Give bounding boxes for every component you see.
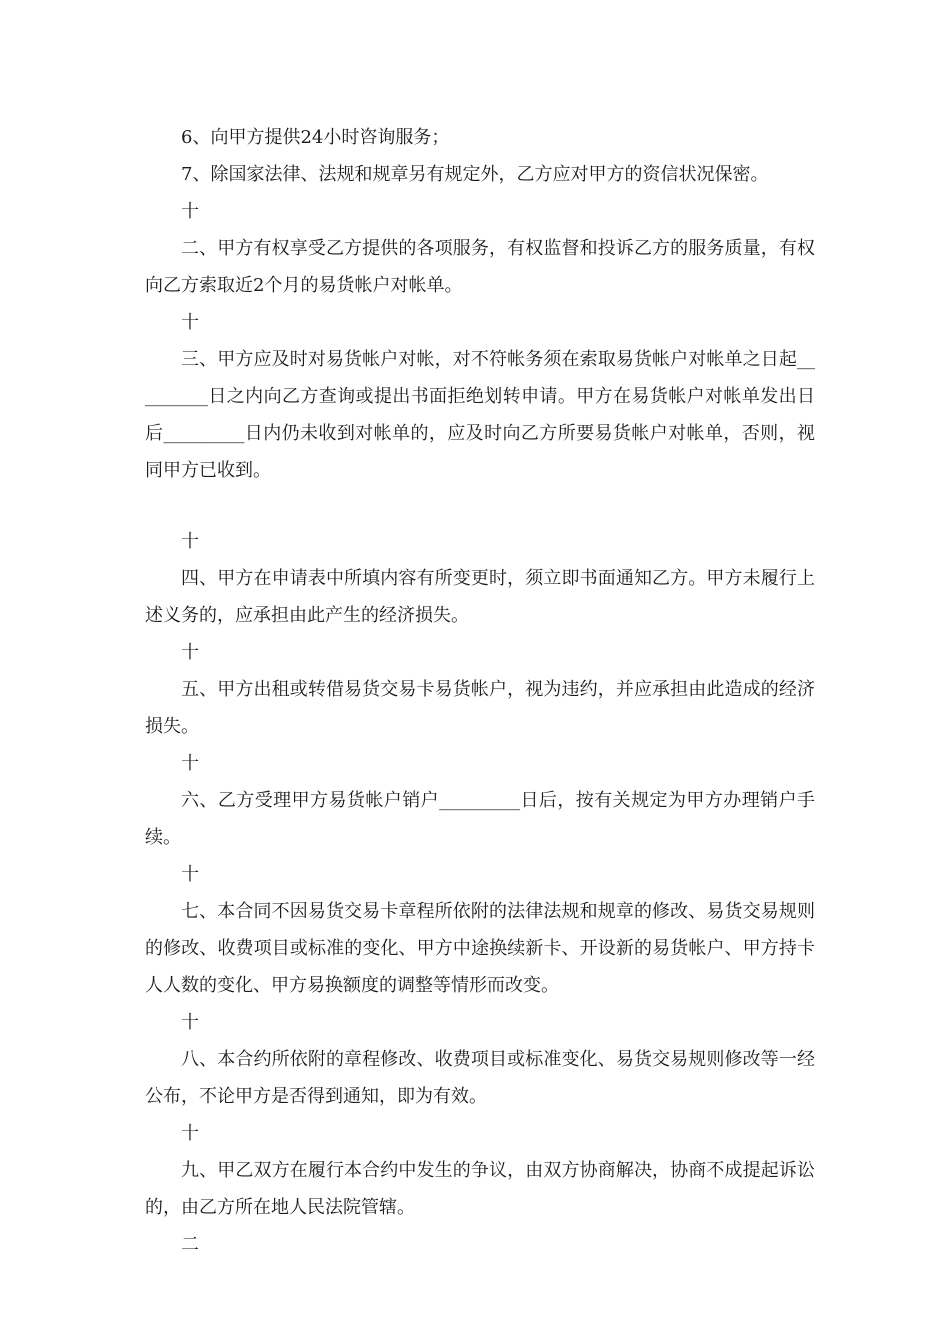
section-marker: 十 bbox=[181, 312, 199, 333]
clause-6-consulting: 6、向甲方提供24小时咨询服务； bbox=[181, 127, 450, 148]
section-marker: 十 bbox=[181, 531, 199, 552]
clause-nine-disputes: 九、甲乙双方在履行本合约中发生的争议，由双方协商解决，协商不成提起诉讼的，由乙方所在地人民法院管辖。 bbox=[145, 1160, 815, 1218]
section-marker: 十 bbox=[181, 864, 199, 885]
paragraph-gap bbox=[145, 489, 815, 523]
clause-six-closing: 六、乙方受理甲方易货帐户销户_________日后，按有关规定为甲方办理销户手续。 bbox=[145, 790, 815, 848]
clause-three-reconciliation: 三、甲方应及时对易货帐户对帐，对不符帐务须在索取易货帐户对帐单之日起_________日之内向乙方查询或提出书面拒绝划转申请。甲方在易货帐户对帐单发出日后_________日内仍未收到对帐单的，应及时向乙方所要易货帐户对帐单，否则，视同甲方已收到。 bbox=[145, 349, 815, 481]
clause-seven-unchanged: 七、本合同不因易货交易卡章程所依附的法律法规和规章的修改、易货交易规则的修改、收费项目或标准的变化、甲方中途换续新卡、开设新的易货帐户、甲方持卡人人数的变化、甲方易换额度的调整等情形而改变。 bbox=[145, 901, 815, 996]
clause-four-changes: 四、甲方在申请表中所填内容有所变更时，须立即书面通知乙方。甲方未履行上述义务的，应承担由此产生的经济损失。 bbox=[145, 568, 815, 626]
clause-two-rights: 二、甲方有权享受乙方提供的各项服务，有权监督和投诉乙方的服务质量，有权向乙方索取近2个月的易货帐户对帐单。 bbox=[145, 238, 815, 296]
clause-7-confidentiality: 7、除国家法律、法规和规章另有规定外，乙方应对甲方的资信状况保密。 bbox=[181, 164, 769, 185]
section-marker: 十 bbox=[181, 1012, 199, 1033]
document-body bbox=[145, 119, 815, 1263]
clause-eight-effective: 八、本合约所依附的章程修改、收费项目或标准变化、易货交易规则修改等一经公布，不论甲方是否得到通知，即为有效。 bbox=[145, 1049, 815, 1107]
section-marker: 十 bbox=[181, 753, 199, 774]
clause-five-lending: 五、甲方出租或转借易货交易卡易货帐户，视为违约，并应承担由此造成的经济损失。 bbox=[145, 679, 815, 737]
section-marker: 十 bbox=[181, 642, 199, 663]
section-marker: 十 bbox=[181, 201, 199, 222]
section-marker: 二 bbox=[181, 1234, 199, 1255]
section-marker: 十 bbox=[181, 1123, 199, 1144]
